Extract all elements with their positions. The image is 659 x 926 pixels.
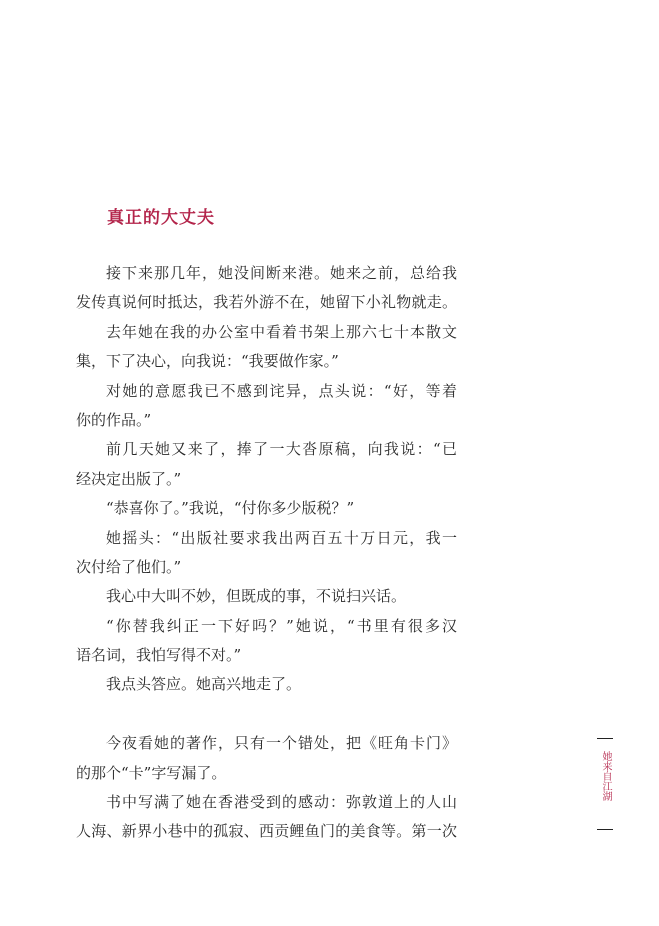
paragraph-line: 的那个“卡”字写漏了。 bbox=[76, 763, 227, 782]
paragraph-line: “你替我纠正一下好吗？”她说，“书里有很多汉 bbox=[106, 616, 457, 635]
paragraph-line: “恭喜你了。”我说，“付你多少版税？” bbox=[106, 499, 355, 518]
paragraph-line: 对她的意愿我已不感到诧异，点头说：“好，等着 bbox=[106, 381, 457, 400]
paragraph-line: 集，下了决心，向我说：“我要做作家。” bbox=[76, 352, 339, 371]
chapter-side-marker bbox=[596, 738, 614, 830]
paragraph-line: 接下来那几年，她没间断来港。她来之前，总给我 bbox=[106, 264, 457, 282]
paragraph-line: 发传真说何时抵达，我若外游不在，她留下小礼物就走。 bbox=[76, 293, 457, 312]
paragraph-line: 她摇头：“出版社要求我出两百五十万日元，我一 bbox=[106, 528, 457, 547]
paragraph-line: 今夜看她的著作，只有一个错处，把《旺角卡门》 bbox=[106, 734, 457, 753]
paragraph-line: 我心中大叫不妙，但既成的事，不说扫兴话。 bbox=[106, 587, 407, 606]
paragraph-line: 语名词，我怕写得不对。” bbox=[76, 646, 242, 665]
section-gap bbox=[76, 700, 457, 729]
paragraph-line: 去年她在我的办公室中看着书架上那六七十本散文 bbox=[106, 322, 457, 341]
paragraph-line: 书中写满了她在香港受到的感动：弥敦道上的人山 bbox=[106, 793, 457, 812]
chapter-label: 她来自江湖 bbox=[600, 751, 611, 801]
bottom-rule bbox=[597, 829, 613, 830]
paragraph-line: 前几天她又来了，捧了一大沓原稿，向我说：“已 bbox=[106, 440, 457, 459]
paragraph-line: 我点头答应。她高兴地走了。 bbox=[106, 675, 302, 694]
paragraph-line: 次付给了他们。” bbox=[76, 557, 182, 576]
body-text bbox=[76, 259, 457, 847]
paragraph-line: 经决定出版了。” bbox=[76, 469, 182, 488]
page-title: 真正的大丈夫 bbox=[107, 208, 215, 228]
paragraph-line: 人海、新界小巷中的孤寂、西贡鲤鱼门的美食等。第一次 bbox=[76, 822, 457, 841]
paragraph-line: 你的作品。” bbox=[76, 410, 152, 429]
